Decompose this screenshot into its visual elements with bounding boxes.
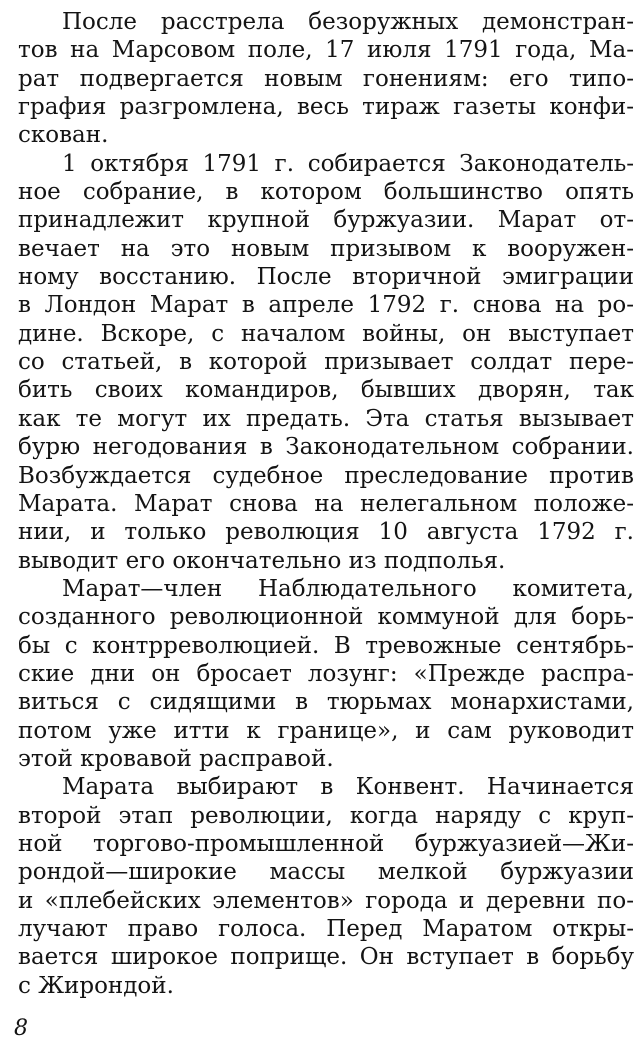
paragraph-1 [18,8,634,150]
page-number: 8 [14,1016,28,1041]
text-line: скован. [18,122,109,149]
text-line: рондой—широкие массы мелкой буржуазии [18,859,634,886]
text-line: вечает на это новым призывом к вооружен- [18,235,634,262]
text-line: этой кровавой расправой. [18,745,334,772]
text-line: лучают право голоса. Перед Маратом откры- [18,916,634,942]
text-line: с Жирондой. [18,972,174,999]
text-line: со статьей, в которой призывает солдат пере- [18,349,634,376]
text-line: виться с сидящими в тюрьмах монархистами, [18,689,634,716]
text-line: Возбуждается судебное преследование против [18,462,634,489]
paragraph-4 [18,773,634,1000]
text-line: созданного революционной коммуной для борь- [18,604,634,631]
paragraph-2 [18,150,634,575]
text-line: бить своих командиров, бывших дворян, так [18,377,634,404]
text-line: графия разгромлена, весь тираж газеты конфи- [18,94,634,121]
text-line: ские дни он бросает лозунг: «Прежде распра- [18,660,634,687]
text-line: выводит его окончательно из подполья. [18,547,506,574]
text-line: и «плебейских элементов» города и деревни по- [18,887,634,914]
text-line: вается широкое поприще. Он вступает в борьбу [18,944,634,971]
page-body [18,8,634,1000]
text-line: нии, и только революция 10 августа 1792 г. [18,519,634,546]
text-line: в Лондон Марат в апреле 1792 г. снова на ро- [18,292,634,319]
text-line: потом уже итти к границе», и сам руководит [18,717,634,744]
text-line: принадлежит крупной буржуазии. Марат от- [18,207,634,234]
text-line: ной торгово-промышленной буржуазией—Жи- [18,830,634,857]
text-line: Марат—член Наблюдательного комитета, [62,575,634,602]
text-line: После расстрела безоружных демонстран- [62,9,634,35]
text-line: ному восстанию. После вторичной эмиграции [18,264,634,291]
text-line: Марата выбирают в Конвент. Начинается [62,774,634,801]
text-line: бы с контрреволюцией. В тревожные сентябрь- [18,632,634,659]
text-line: как те могут их предать. Эта статья вызывает [18,405,634,432]
text-line: рат подвергается новым гонениям: его типо- [18,65,634,92]
paragraph-3 [18,575,634,773]
text-line: ное собрание, в котором большинство опять [18,179,634,206]
text-line: второй этап революции, когда наряду с круп- [18,802,634,829]
text-line: дине. Вскоре, с началом войны, он выступает [18,320,634,347]
text-line: Марата. Марат снова на нелегальном положе- [18,490,634,517]
text-line: бурю негодования в Законодательном собрании. [18,434,634,461]
text-line: тов на Марсовом поле, 17 июля 1791 года, Ма- [18,37,634,64]
text-line: 1 октября 1791 г. собирается Законодатель- [62,150,634,177]
